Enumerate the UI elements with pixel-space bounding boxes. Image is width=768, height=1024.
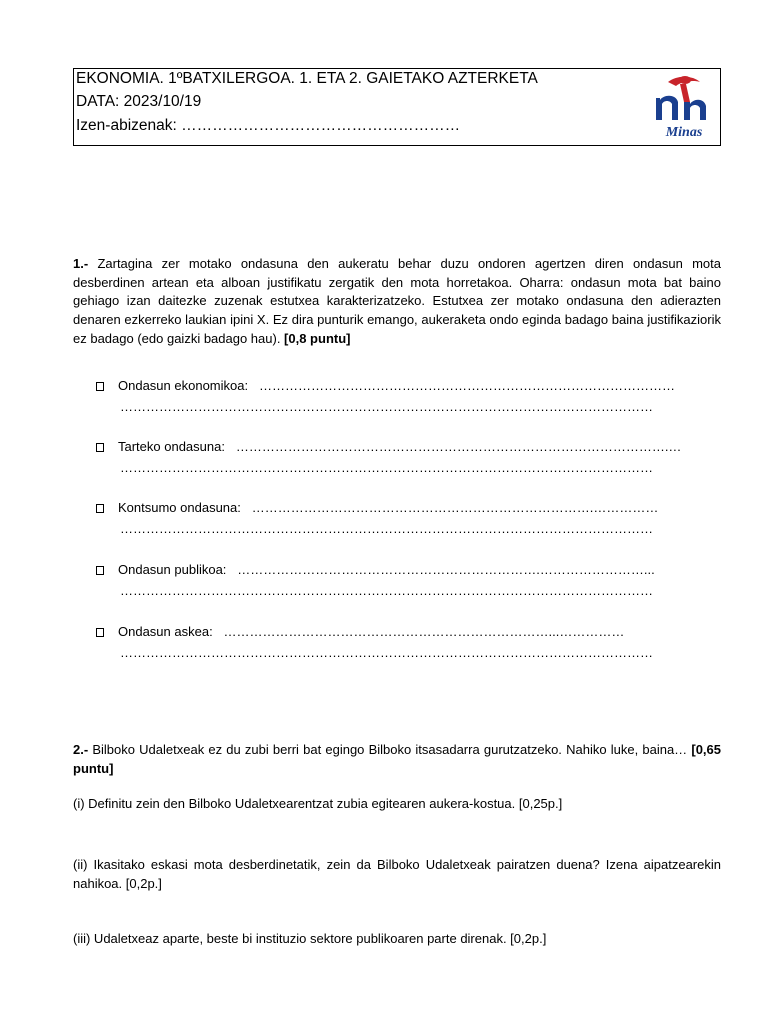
checkbox[interactable] xyxy=(96,566,104,575)
answer-dots: …………………………………………………………….……………………... xyxy=(237,562,655,577)
checkbox[interactable] xyxy=(96,382,104,391)
option-label: Ondasun publikoa: xyxy=(118,562,227,577)
option-label: Ondasun ekonomikoa: xyxy=(118,378,249,393)
answer-dots: …………………………………………………………………….…………… xyxy=(251,500,659,515)
option-label: Tarteko ondasuna: xyxy=(118,439,225,454)
checkbox[interactable] xyxy=(96,628,104,637)
logo-text: Minas xyxy=(665,125,703,140)
answer-dots: …………………………………………………………………………………………………………… xyxy=(120,460,653,475)
question-2-part-ii: (ii) Ikasitako eskasi mota desberdinetatik, zein da Bilboko Udaletxeak pairatzen duena? Izena aipatzearekin nahikoa. [0,2p.] xyxy=(73,857,721,891)
exam-date: DATA: 2023/10/19 xyxy=(76,93,202,110)
question-1 xyxy=(73,255,721,349)
answer-dots: …………………………………………………………………………………………………………… xyxy=(120,645,653,660)
checkbox[interactable] xyxy=(96,443,104,452)
exam-title: EKONOMIA. 1ºBATXILERGOA. 1. ETA 2. GAIETAKO AZTERKETA xyxy=(76,70,538,87)
question-2-number: 2.- xyxy=(73,742,89,757)
school-logo xyxy=(650,72,718,144)
exam-header xyxy=(73,68,721,146)
question-2 xyxy=(73,741,721,778)
name-field-line: Izen-abizenak: ……………………………………………… xyxy=(76,117,461,134)
question-2-points: [0,65 puntu] xyxy=(73,742,721,776)
question-2-part-iii: (iii) Udaletxeaz aparte, beste bi instituzio sektore publikoaren parte direnak. [0,2p.] xyxy=(73,931,547,946)
answer-dots: …………………………………………………………………………………… xyxy=(258,378,675,393)
option-tarteko-ondasuna xyxy=(96,436,722,478)
answer-dots: ……………………………………………………………………………………….… xyxy=(235,439,682,454)
option-kontsumo-ondasuna xyxy=(96,497,722,539)
answer-dots: …………………………………………………………………………………………………………… xyxy=(120,521,653,536)
option-ondasun-ekonomikoa xyxy=(96,375,722,417)
option-label: Ondasun askea: xyxy=(118,624,213,639)
answer-dots: …………………………………………………………………...…………… xyxy=(223,624,625,639)
option-label: Kontsumo ondasuna: xyxy=(118,500,241,515)
question-1-points: [0,8 puntu] xyxy=(284,330,351,346)
question-2-text: Bilboko Udaletxeak ez du zubi berri bat egingo Bilboko itsasadarra gurutzatzeko. Nahiko luke, baina… xyxy=(88,742,692,757)
answer-dots: …………………………………………………………………………………………………………… xyxy=(120,583,653,598)
checkbox[interactable] xyxy=(96,504,104,513)
answer-dots: …………………………………………………………………………………………………………… xyxy=(120,399,653,414)
question-1-number: 1.- xyxy=(73,256,89,271)
question-2-part-i: (i) Definitu zein den Bilboko Udaletxearentzat zubia egitearen aukera-kostua. [0,25p.] xyxy=(73,796,563,811)
option-ondasun-publikoa xyxy=(96,559,722,601)
question-1-text: Zartagina zer motako ondasuna den aukeratu behar duzu ondoren agertzen diren ondasun mota desberdinen artean eta alboan justifikatu zergatik den mota horretakoa. Oharra: ondasun mota bat baino gehiago izan daitezke zuzenak estutxea karakterizatzeko. Estutxea zer motako ondasuna den adierazten denaren ezkerreko laukian ipini X. Ez dira punturik emango, aukeraketa ondo eginda badago baina justifikaziorik ez badago (edo gaizki badago hau). xyxy=(73,256,721,346)
option-ondasun-askea xyxy=(96,621,722,663)
